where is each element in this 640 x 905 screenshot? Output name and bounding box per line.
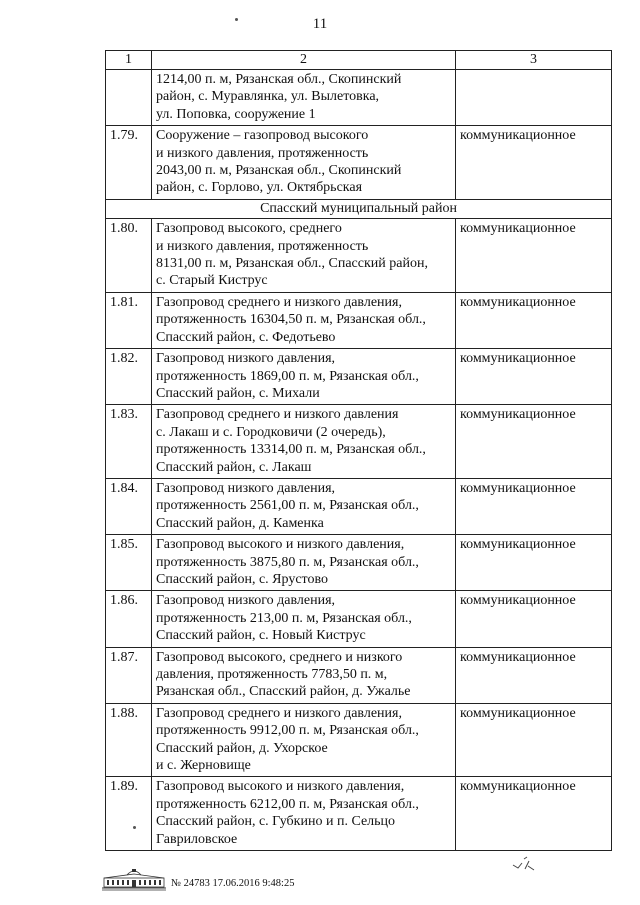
table-row [106, 219, 612, 293]
description-line: Газопровод высокого, среднего и низкого [156, 649, 403, 665]
description-line: Спасский район, с. Федотьево [156, 329, 336, 345]
description-line: протяженность 9912,00 п. м, Рязанская обл., [156, 723, 419, 739]
item-number: 1.79. [106, 126, 152, 200]
item-purpose: коммуникационное [456, 647, 612, 703]
item-number: 1.89. [106, 777, 152, 851]
description-line: протяженность 213,00 п. м, Рязанская обл., [156, 610, 412, 626]
item-description [152, 591, 456, 647]
description-line: Спасский район, с. Губкино и п. Сельцо [156, 814, 396, 830]
item-description [152, 70, 456, 126]
item-number [106, 70, 152, 126]
table-row [106, 591, 612, 647]
item-number: 1.81. [106, 292, 152, 348]
page-number: 11 [312, 16, 328, 32]
table-row [106, 703, 612, 777]
handwritten-mark-icon [510, 853, 538, 875]
item-purpose [456, 70, 612, 126]
description-line: Газопровод среднего и низкого давления, [156, 705, 402, 721]
item-number: 1.84. [106, 478, 152, 534]
description-line: Сооружение – газопровод высокого [156, 128, 369, 144]
table-body [106, 51, 612, 851]
item-description [152, 292, 456, 348]
header-col-3: 3 [456, 51, 612, 70]
description-line: Газопровод высокого и низкого давления, [156, 537, 405, 553]
description-line: Газопровод низкого давления, [156, 351, 336, 367]
item-description [152, 126, 456, 200]
table-row [106, 535, 612, 591]
item-purpose: коммуникационное [456, 405, 612, 479]
item-number: 1.82. [106, 349, 152, 405]
description-line: протяженность 13314,00 п. м, Рязанская обл., [156, 442, 426, 458]
item-description [152, 703, 456, 777]
description-line: протяженность 2561,00 п. м, Рязанская обл., [156, 498, 419, 514]
description-line: протяженность 1869,00 п. м, Рязанская обл., [156, 368, 419, 384]
table-row [106, 405, 612, 479]
government-building-logo-icon [100, 866, 168, 892]
description-line: давления, протяженность 7783,50 п. м, [156, 667, 388, 682]
description-line: район, с. Муравлянка, ул. Вылетовка, [156, 89, 380, 105]
description-line: протяженность 6212,00 п. м, Рязанская обл., [156, 796, 419, 812]
item-description [152, 478, 456, 534]
item-purpose: коммуникационное [456, 478, 612, 534]
description-line: с. Лакаш и с. Городковичи (2 очередь), [156, 424, 386, 440]
description-line: Спасский район, д. Ухорское [156, 740, 328, 756]
description-line: 2043,00 п. м, Рязанская обл., Скопинский [156, 163, 402, 179]
item-purpose: коммуникационное [456, 591, 612, 647]
item-description [152, 647, 456, 703]
description-line: протяженность 16304,50 п. м, Рязанская обл., [156, 312, 426, 328]
description-line: Газопровод высокого и низкого давления, [156, 779, 405, 795]
item-purpose: коммуникационное [456, 349, 612, 405]
item-number: 1.86. [106, 591, 152, 647]
table-row [106, 70, 612, 126]
item-description [152, 535, 456, 591]
item-number: 1.88. [106, 703, 152, 777]
item-purpose: коммуникационное [456, 777, 612, 851]
description-line: Газопровод низкого давления, [156, 480, 336, 496]
description-line: 8131,00 п. м, Рязанская обл., Спасский район, [156, 256, 428, 272]
margin-dot [133, 826, 136, 829]
district-header-row [106, 199, 612, 218]
table-header-row [106, 51, 612, 70]
description-line: протяженность 3875,80 п. м, Рязанская обл., [156, 554, 419, 570]
description-line: Рязанская обл., Спасский район, д. Ужалье [156, 684, 411, 700]
item-number: 1.83. [106, 405, 152, 479]
description-line: и низкого давления, протяженность [156, 145, 369, 161]
description-line: Газопровод низкого давления, [156, 593, 336, 609]
description-line: Спасский район, с. Михали [156, 385, 320, 401]
description-line: район, с. Горлово, ул. Октябрьская [156, 180, 363, 196]
property-table [105, 50, 612, 851]
table-row [106, 349, 612, 405]
description-line: Газопровод среднего и низкого давления [156, 407, 399, 423]
item-purpose: коммуникационное [456, 219, 612, 293]
description-line: с. Старый Киструс [156, 273, 268, 289]
district-label: Спасский муниципальный район [106, 199, 612, 218]
item-purpose: коммуникационное [456, 535, 612, 591]
table-row [106, 777, 612, 851]
table-row [106, 478, 612, 534]
item-description [152, 349, 456, 405]
header-col-1: 1 [106, 51, 152, 70]
description-line: и с. Жерновище [156, 758, 251, 774]
description-line: 1214,00 п. м, Рязанская обл., Скопинский [156, 72, 402, 87]
description-line: Спасский район, с. Новый Киструс [156, 628, 366, 644]
item-purpose: коммуникационное [456, 126, 612, 200]
description-line: Спасский район, д. Каменка [156, 515, 324, 531]
description-line: и низкого давления, протяженность [156, 238, 369, 254]
item-purpose: коммуникационное [456, 292, 612, 348]
item-description [152, 777, 456, 851]
table-row [106, 126, 612, 200]
footer [100, 866, 294, 892]
item-number: 1.80. [106, 219, 152, 293]
description-line: ул. Поповка, сооружение 1 [156, 106, 316, 122]
item-description [152, 219, 456, 293]
description-line: Спасский район, с. Лакаш [156, 459, 312, 475]
item-description [152, 405, 456, 479]
description-line: Газопровод высокого, среднего [156, 221, 342, 237]
description-line: Газопровод среднего и низкого давления, [156, 294, 402, 310]
description-line: Спасский район, с. Ярустово [156, 571, 328, 587]
item-number: 1.85. [106, 535, 152, 591]
table-row [106, 647, 612, 703]
description-line: Гавриловское [156, 831, 238, 847]
registration-stamp: № 24783 17.06.2016 9:48:25 [171, 878, 295, 889]
item-purpose: коммуникационное [456, 703, 612, 777]
item-number: 1.87. [106, 647, 152, 703]
table-row [106, 292, 612, 348]
header-col-2: 2 [152, 51, 456, 70]
